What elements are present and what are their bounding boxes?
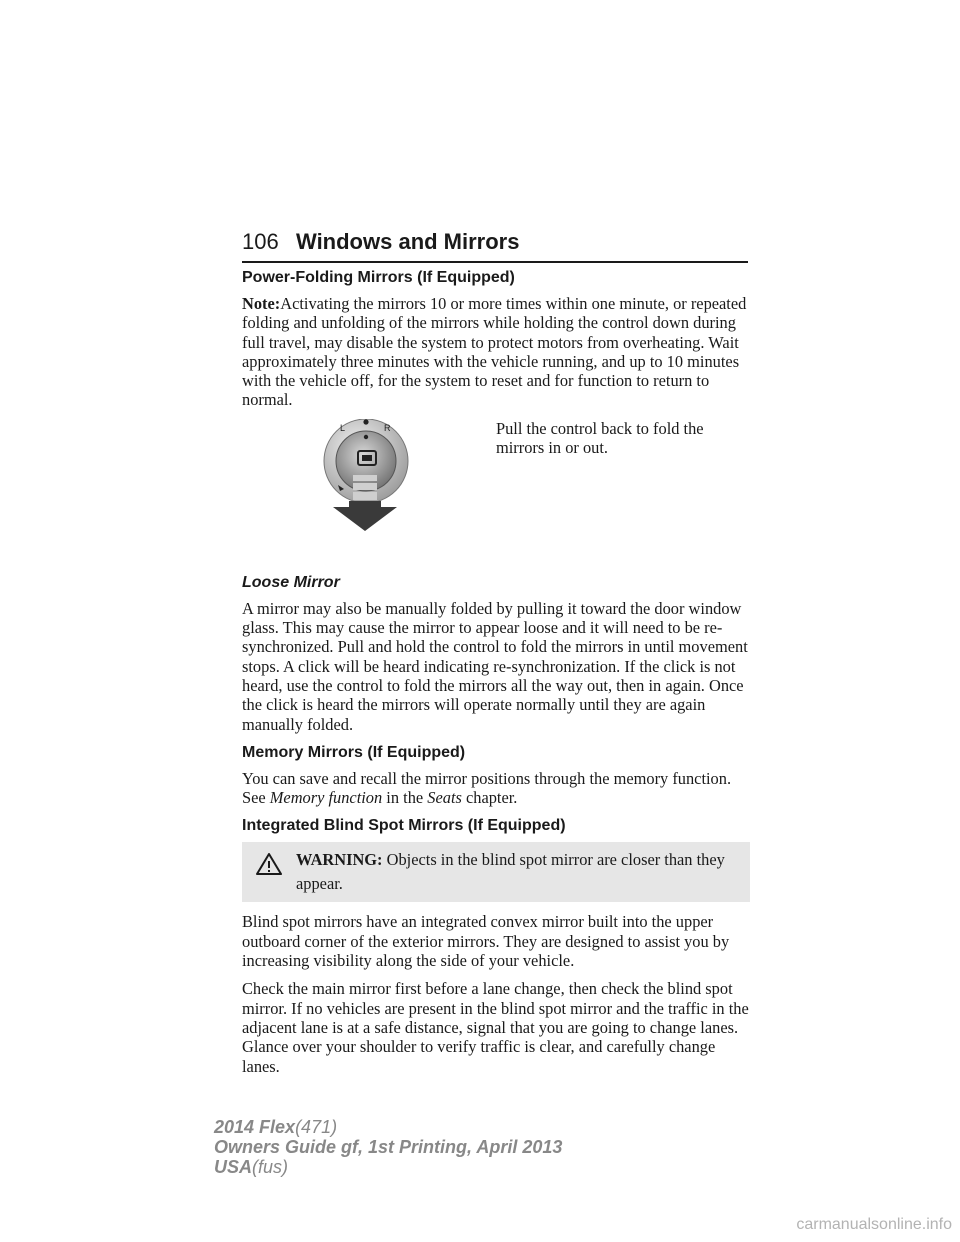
memory-text-b: in the [382,788,428,808]
watermark: carmanualsonline.info [796,1216,952,1233]
memory-text-c: chapter. [461,788,518,808]
memory-mirrors-paragraph [242,769,750,808]
memory-text-a: You can save and recall the mirror positions through the memory function. See [242,768,732,808]
blind-spot-paragraph-2: Check the main mirror first before a lane change, then check the blind spot mirror. If no vehicles are present in the blind spot mirror and the traffic in the adjacent lane is at a safe distance, signal that you are going to change lanes. Glance over your shoulder to verify traffic is clear, and carefully change lanes. [242,979,749,1076]
page-number: 106 [242,229,279,254]
seats-ref: Seats [427,788,462,808]
note-paragraph [242,294,750,410]
footer-region: USA [214,1157,253,1177]
section-heading-memory-mirrors: Memory Mirrors (If Equipped) [242,743,466,761]
note-text: Activating the mirrors 10 or more times within one minute, or repeated folding and unfolding of the mirrors while holding the control down during full travel, may disable the system to protect motors from overheating. Wait approximately three minutes with the vehicle running, and up to 10 minutes with the vehicle off, for the system to reset and for function to return to normal. [242,294,747,410]
section-heading-power-folding: Power-Folding Mirrors (If Equipped) [242,269,515,286]
label-r: R [384,422,391,433]
figure-row [242,419,750,559]
footer-code: (471) [295,1117,338,1137]
footer-line-3 [214,1157,562,1177]
note-label: Note: [242,294,281,313]
footer-line-1 [214,1117,562,1137]
chapter-title: Windows and Mirrors [296,229,520,254]
page-footer [214,1117,562,1177]
warning-triangle-icon [256,852,282,876]
section-heading-loose-mirror: Loose Mirror [242,573,340,591]
warning-box [242,842,750,902]
page-header [242,229,748,263]
footer-line-2: Owners Guide gf, 1st Printing, April 2013 [214,1137,563,1157]
mirror-control-knob-icon [322,419,412,559]
footer-region-code: (fus) [252,1157,289,1177]
footer-model: 2014 Flex [214,1117,296,1137]
page-content [242,268,750,1085]
blind-spot-paragraph-1: Blind spot mirrors have an integrated convex mirror built into the upper outboard corner of the exterior mirrors. They are designed to assist you by increasing visibility along the side of your vehicle. [242,912,730,971]
label-l: L [340,422,346,433]
loose-mirror-paragraph: A mirror may also be manually folded by pulling it toward the door window glass. This may cause the mirror to appear loose and it will need to be re-synchronized. Pull and hold the control to fold the mirrors in until movement stops. A click will be heard indicating re-synchronization. If the click is not heard, use the control to fold the mirrors all the way out, then in again. Once the click is heard the mirrors will operate normally until they are again manually folded. [242,598,748,734]
warning-label: WARNING: [296,850,383,870]
section-heading-blind-spot: Integrated Blind Spot Mirrors (If Equipped) [242,817,566,835]
figure-caption: Pull the control back to fold the mirrors in or out. [496,418,704,458]
warning-text: Objects in the blind spot mirror are closer than they appear. [296,850,725,894]
mirror-control-figure [322,419,412,559]
memory-function-ref: Memory function [269,788,383,808]
